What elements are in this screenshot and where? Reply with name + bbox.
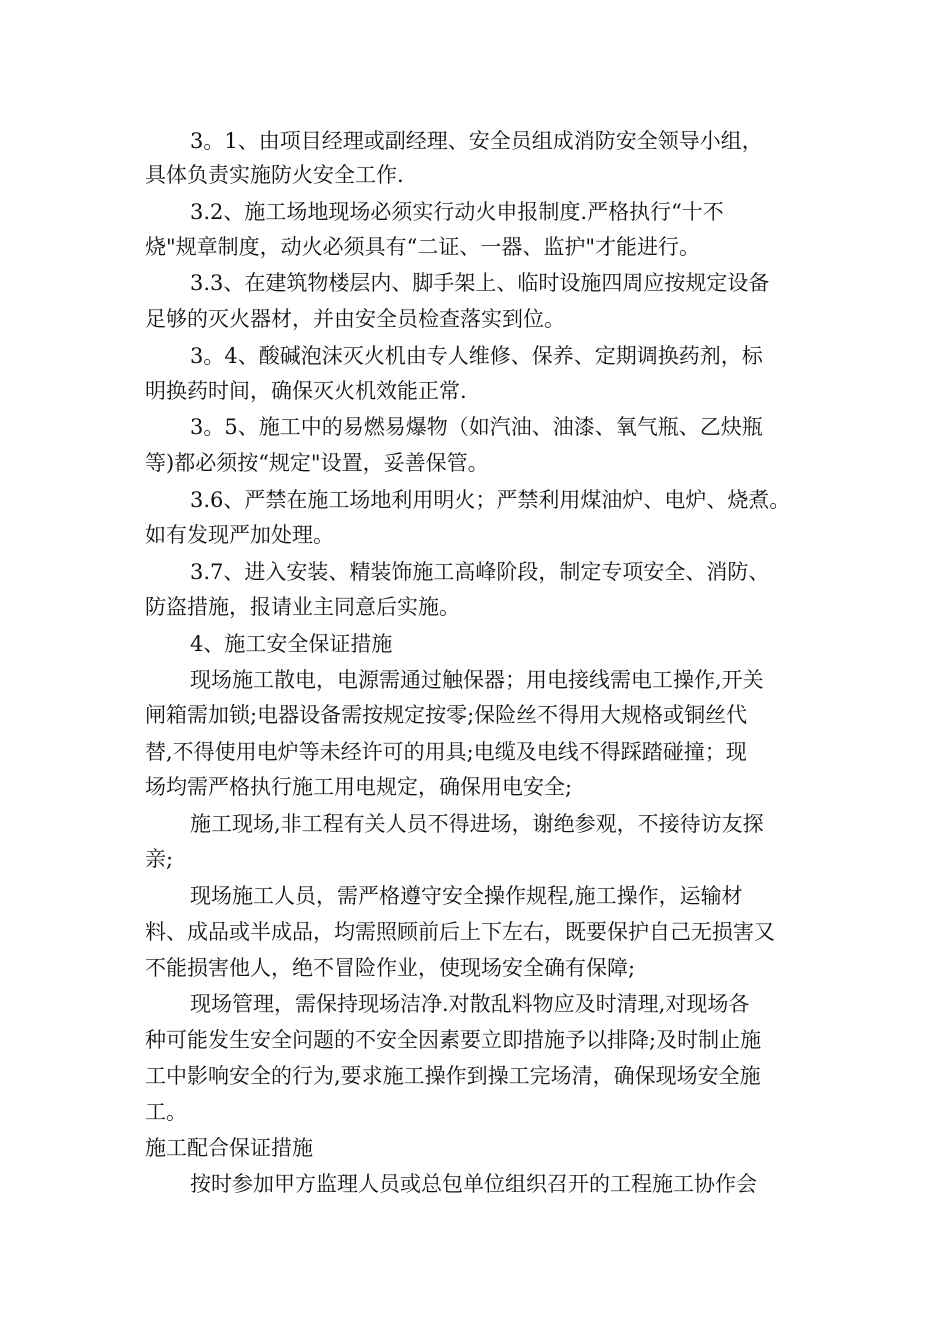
text-line: 工中影响安全的行为,要求施工操作到操工完场清，确保现场安全施 (145, 1064, 761, 1088)
text-line: 闸箱需加锁;电器设备需按规定按零;保险丝不得用大规格或铜丝代 (145, 703, 748, 727)
text-line: 3.2、施工场地现场必须实行动火申报制度.严格执行“十不 (190, 200, 724, 224)
text-line: 3。5、施工中的易燃易爆物（如汽油、油漆、氧气瓶、乙炔瓶 (190, 415, 763, 439)
text-line: 现场施工散电，电源需通过触保器；用电接线需电工操作,开关 (190, 668, 764, 692)
text-line: 3。1、由项目经理或副经理、安全员组成消防安全领导小组， (190, 129, 763, 153)
text-line: 现场管理，需保持现场洁净.对散乱料物应及时清理,对现场各 (190, 992, 750, 1016)
section-heading: 施工配合保证措施 (145, 1136, 313, 1160)
text-line: 工。 (145, 1100, 187, 1124)
text-line: 场均需严格执行施工用电规定，确保用电安全; (145, 775, 573, 799)
text-line: 如有发现严加处理。 (145, 523, 334, 547)
text-line: 3.6、严禁在施工场地利用明火；严禁利用煤油炉、电炉、烧煮。 (190, 488, 791, 512)
text-line: 不能损害他人，绝不冒险作业，使现场安全确有保障; (145, 956, 636, 980)
text-line: 施工现场,非工程有关人员不得进场，谢绝参观，不接待访友探 (190, 812, 764, 836)
text-line: 亲; (145, 847, 174, 871)
text-line: 按时参加甲方监理人员或总包单位组织召开的工程施工协作会 (190, 1172, 757, 1196)
text-line: 现场施工人员，需严格遵守安全操作规程,施工操作，运输材 (190, 884, 743, 908)
text-line: 等)都必须按“规定"设置，妥善保管。 (145, 451, 489, 475)
text-line: 3.7、进入安装、精装饰施工高峰阶段，制定专项安全、消防、 (190, 560, 770, 584)
text-line: 足够的灭火器材，并由安全员检查落实到位。 (145, 307, 565, 331)
text-line: 烧"规章制度，动火必须具有“二证、一器、监护"才能进行。 (145, 235, 701, 259)
text-line: 3。4、酸碱泡沫灭火机由专人维修、保养、定期调换药剂，标 (190, 344, 763, 368)
text-line: 明换药时间，确保灭火机效能正常. (145, 379, 467, 403)
text-line: 料、成品或半成品，均需照顾前后上下左右，既要保护自己无损害又 (145, 920, 775, 944)
text-line: 防盗措施，报请业主同意后实施。 (145, 595, 460, 619)
text-line: 具体负责实施防火安全工作. (145, 163, 404, 187)
text-line: 3.3、在建筑物楼层内、脚手架上、临时设施四周应按规定设备 (190, 271, 770, 295)
text-line: 替,不得使用电炉等未经许可的用具;电缆及电线不得踩踏碰撞；现 (145, 740, 747, 764)
text-line: 种可能发生安全问题的不安全因素要立即措施予以排降;及时制止施 (145, 1028, 762, 1052)
section-heading: 4、施工安全保证措施 (190, 632, 393, 656)
